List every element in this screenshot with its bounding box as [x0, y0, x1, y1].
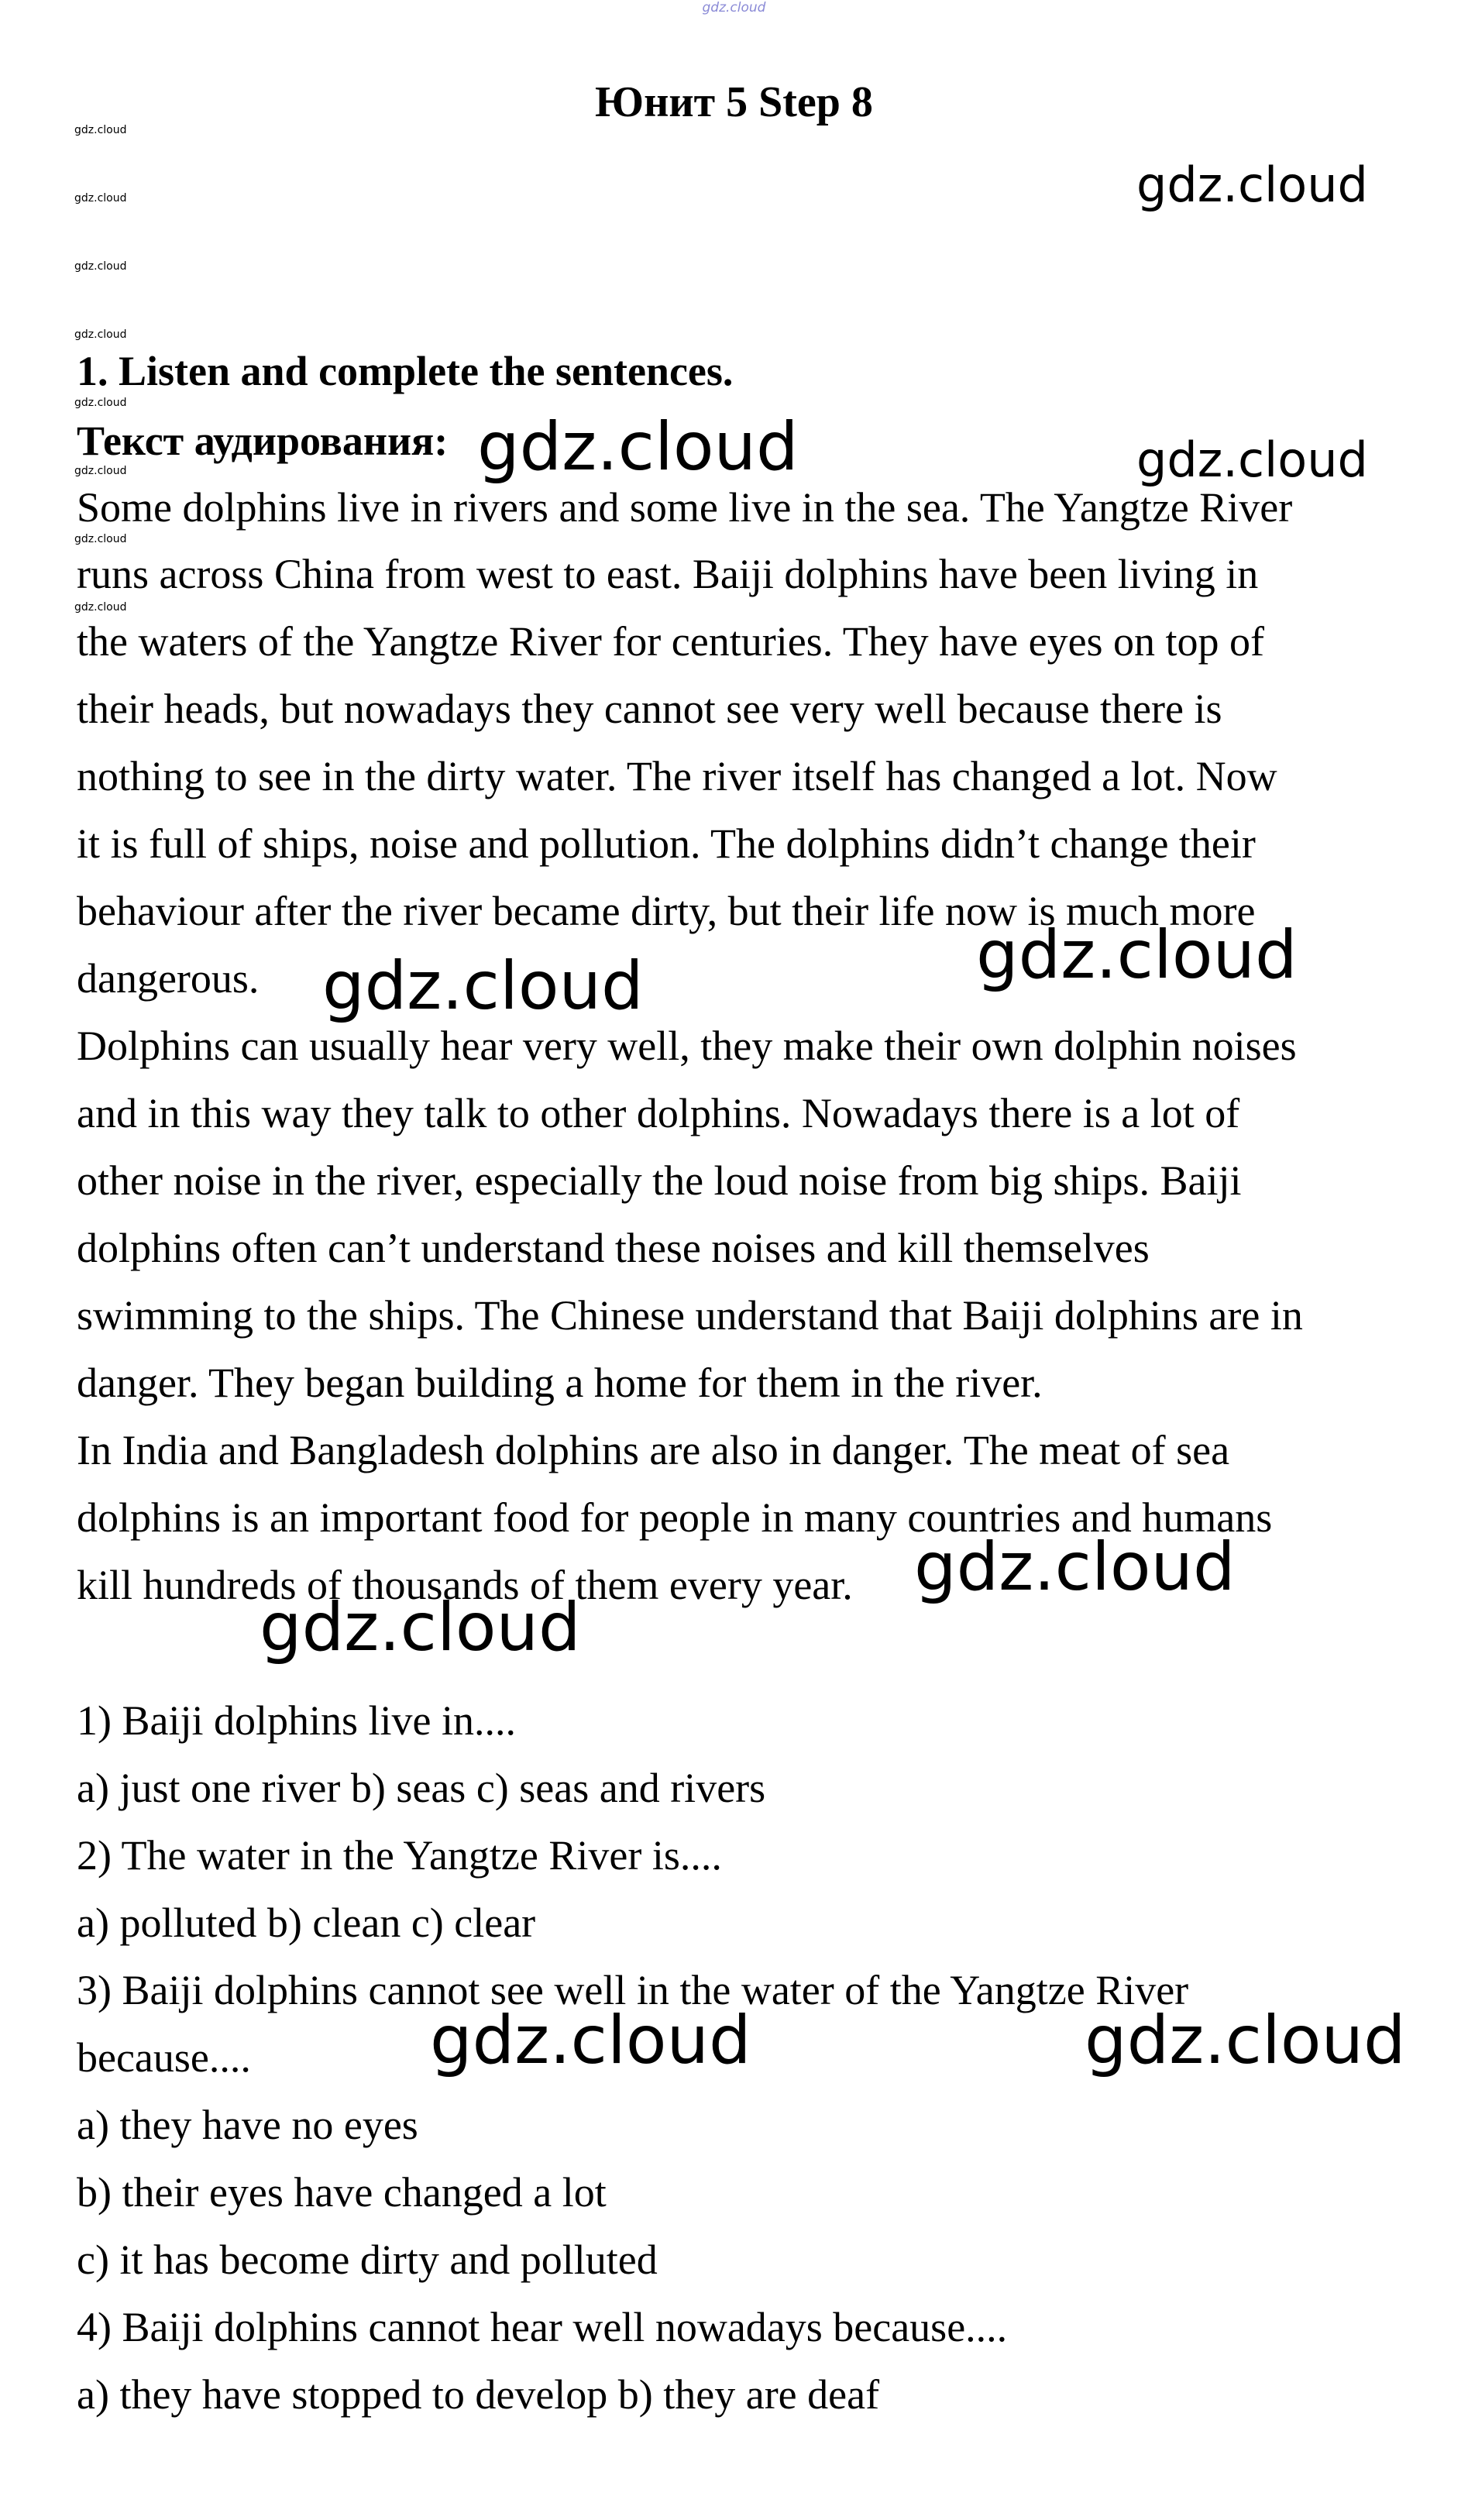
- top-watermark: gdz.cloud: [702, 0, 766, 15]
- text-line: behaviour after the river became dirty, but their life now is much more: [77, 888, 1256, 934]
- question-line: a) just one river b) seas c) seas and rivers: [77, 1765, 766, 1811]
- text-line: swimming to the ships. The Chinese understand that Baiji dolphins are in: [77, 1292, 1303, 1339]
- small-watermark: gdz.cloud: [74, 465, 127, 477]
- question-line: a) they have no eyes: [77, 2102, 418, 2148]
- page-title: Юнит 5 Step 8: [595, 78, 873, 126]
- text-line: the waters of the Yangtze River for centuries. They have eyes on top of: [77, 618, 1265, 665]
- text-line: Dolphins can usually hear very well, they make their own dolphin noises: [77, 1023, 1297, 1069]
- question-line: 4) Baiji dolphins cannot hear well nowadays because....: [77, 2304, 1008, 2350]
- text-line: and in this way they talk to other dolphins. Nowadays there is a lot of: [77, 1090, 1240, 1136]
- text-line: Some dolphins live in rivers and some live in the sea. The Yangtze River: [77, 484, 1293, 531]
- small-watermark: gdz.cloud: [74, 397, 127, 409]
- question-line: a) polluted b) clean c) clear: [77, 1899, 536, 1946]
- question-line: a) they have stopped to develop b) they are deaf: [77, 2371, 880, 2418]
- task-subheading: Текст аудирования:: [77, 418, 449, 464]
- watermark: gdz.cloud: [430, 2002, 751, 2079]
- text-line: runs across China from west to east. Baiji dolphins have been living in: [77, 551, 1259, 597]
- question-line: because....: [77, 2034, 251, 2081]
- watermark: gdz.cloud: [322, 947, 644, 1025]
- text-line: danger. They began building a home for them in the river.: [77, 1360, 1043, 1406]
- small-watermark: gdz.cloud: [74, 124, 127, 136]
- text-line: it is full of ships, noise and pollution. The dolphins didn’t change their: [77, 820, 1256, 867]
- text-line: In India and Bangladesh dolphins are also in danger. The meat of sea: [77, 1427, 1230, 1473]
- question-line: 1) Baiji dolphins live in....: [77, 1697, 516, 1744]
- task-heading: 1. Listen and complete the sentences.: [77, 348, 734, 394]
- small-watermark: gdz.cloud: [74, 533, 127, 545]
- watermark: gdz.cloud: [1136, 431, 1368, 488]
- question-line: 2) The water in the Yangtze River is....: [77, 1832, 722, 1879]
- text-line: kill hundreds of thousands of them every year.: [77, 1562, 853, 1608]
- text-line: dolphins often can’t understand these noises and kill themselves: [77, 1225, 1150, 1271]
- question-line: 3) Baiji dolphins cannot see well in the water of the Yangtze River: [77, 1967, 1189, 2013]
- watermark: gdz.cloud: [1085, 2002, 1406, 2079]
- watermark: gdz.cloud: [1136, 156, 1368, 213]
- question-line: c) it has become dirty and polluted: [77, 2236, 658, 2283]
- small-watermark: gdz.cloud: [74, 192, 127, 205]
- text-line: dolphins is an important food for people in many countries and humans: [77, 1494, 1273, 1541]
- small-watermark: gdz.cloud: [74, 260, 127, 273]
- question-line: b) their eyes have changed a lot: [77, 2169, 607, 2216]
- watermark: gdz.cloud: [260, 1589, 581, 1666]
- text-line: nothing to see in the dirty water. The river itself has changed a lot. Now: [77, 753, 1277, 799]
- text-line: other noise in the river, especially the loud noise from big ships. Baiji: [77, 1157, 1242, 1204]
- text-line: dangerous.: [77, 955, 260, 1002]
- watermark: gdz.cloud: [976, 916, 1298, 994]
- watermark: gdz.cloud: [914, 1528, 1236, 1606]
- watermark: gdz.cloud: [477, 408, 799, 486]
- text-line: their heads, but nowadays they cannot see very well because there is: [77, 686, 1222, 732]
- small-watermark: gdz.cloud: [74, 328, 127, 341]
- small-watermark: gdz.cloud: [74, 601, 127, 614]
